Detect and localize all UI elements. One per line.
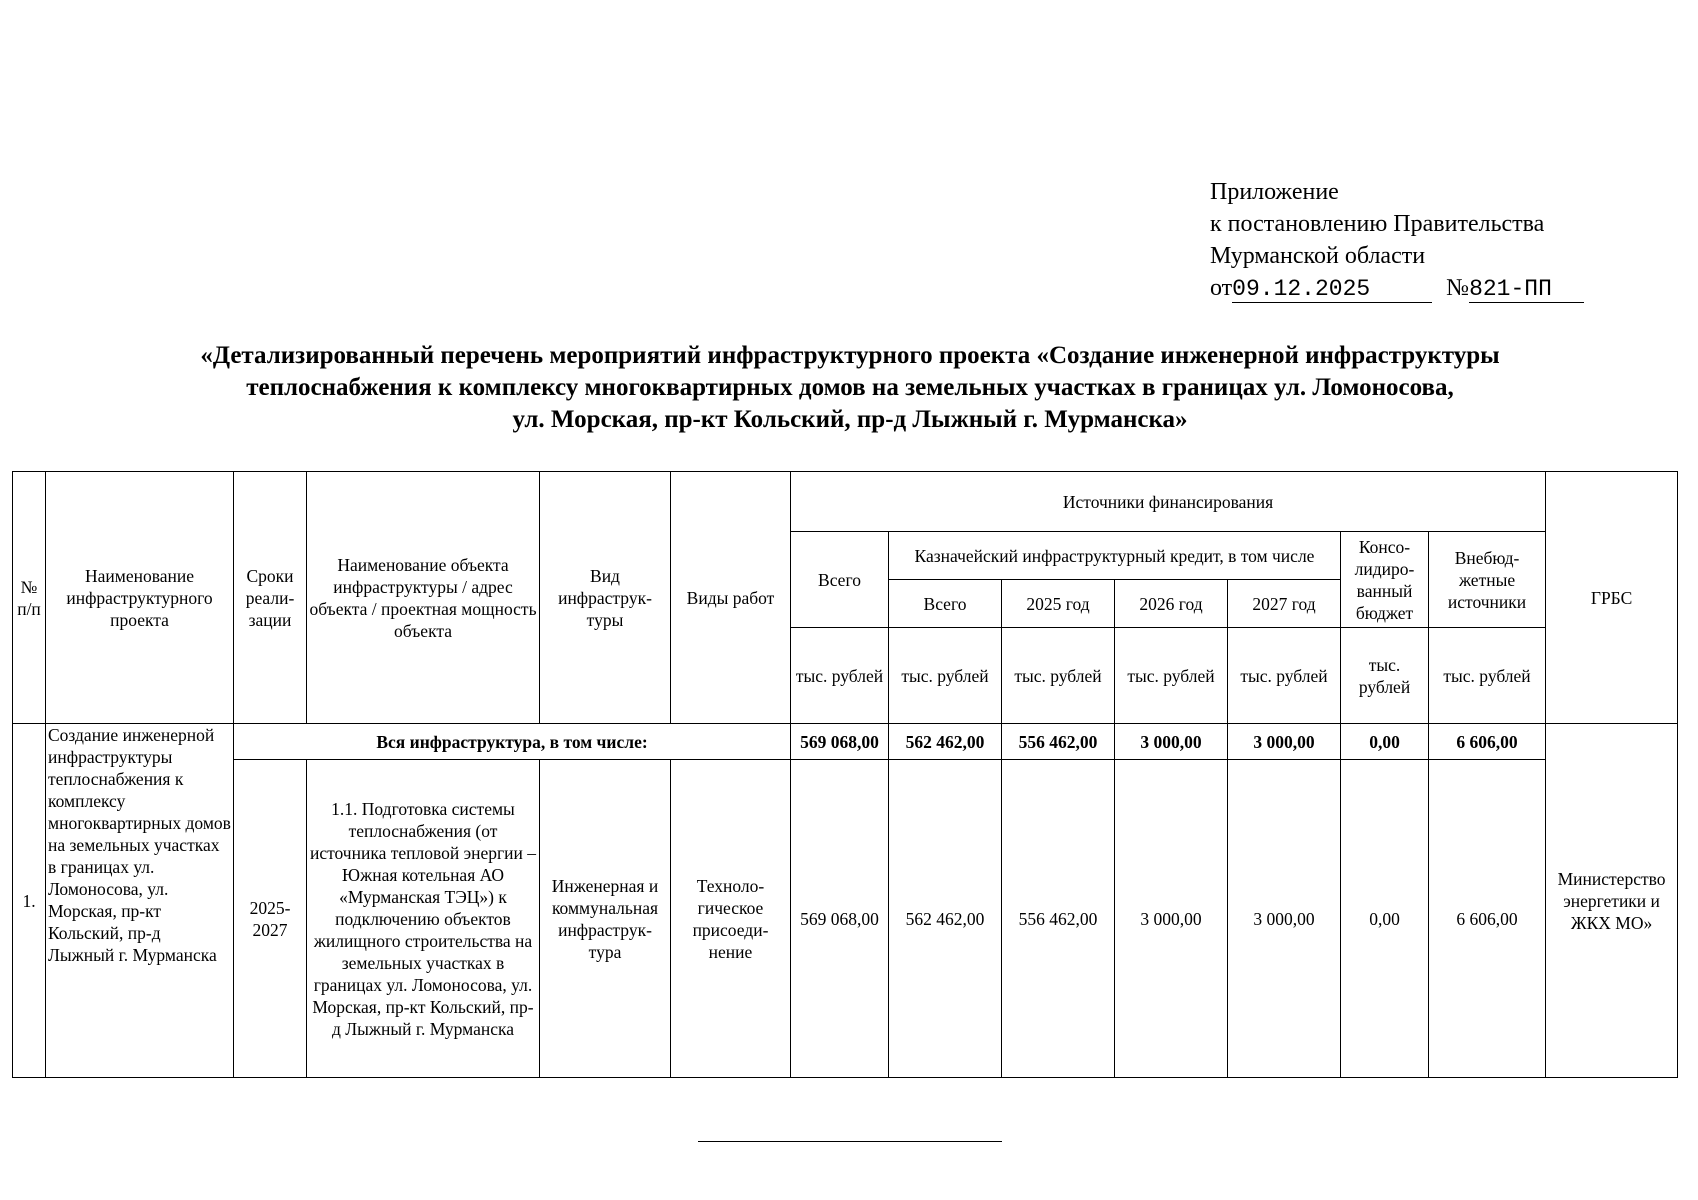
summary-total: 569 068,00 [791, 724, 889, 760]
row-total: 569 068,00 [791, 760, 889, 1078]
unit-treasury-total: тыс. рублей [889, 628, 1002, 724]
header-object-name: Наименование объекта инфраструктуры / адрес объекта / проектная мощность объекта [307, 472, 540, 724]
header-2027: 2027 год [1228, 580, 1341, 628]
row-terms: 2025-2027 [234, 760, 307, 1078]
row-2027: 3 000,00 [1228, 760, 1341, 1078]
resolution-date: 09.12.2025 [1232, 276, 1432, 303]
header-treasury-total: Всего [889, 580, 1002, 628]
object-row [13, 760, 1678, 1078]
header-terms: Сроки реали-зации [234, 472, 307, 724]
header-2026: 2026 год [1115, 580, 1228, 628]
header-total: Всего [791, 532, 889, 628]
unit-total: тыс. рублей [791, 628, 889, 724]
header-2025: 2025 год [1002, 580, 1115, 628]
date-prefix: от [1210, 275, 1233, 301]
document-title [60, 340, 1640, 436]
appendix-title: Приложение [1210, 179, 1339, 205]
header-treasury: Казначейский инфраструктурный кредит, в том числе [889, 532, 1341, 580]
number-prefix: № [1446, 275, 1470, 301]
title-line-3: ул. Морская, пр-кт Кольский, пр-д Лыжный г. Мурманска» [512, 406, 1188, 433]
header-project-name: Наименование инфраструктурного проекта [46, 472, 234, 724]
row-grbs: Министерство энергетики и ЖКХ МО» [1546, 724, 1678, 1078]
summary-2025: 556 462,00 [1002, 724, 1115, 760]
appendix-line-region: Мурманской области [1210, 243, 1426, 269]
row-extrabudget: 6 606,00 [1429, 760, 1546, 1078]
summary-2026: 3 000,00 [1115, 724, 1228, 760]
header-work-type: Виды работ [671, 472, 791, 724]
unit-2025: тыс. рублей [1002, 628, 1115, 724]
unit-consolidated: тыс. рублей [1341, 628, 1429, 724]
unit-2027: тыс. рублей [1228, 628, 1341, 724]
row-object-name: 1.1. Подготовка системы теплоснабжения (от источника тепловой энергии – Южная котельная АО «Мурманская ТЭЦ») к подключению объектов жилищного строительства на земельных участках в границах ул. Ломоносова, ул. Морская, пр-кт Кольский, пр-д Лыжный г. Мурманска [307, 760, 540, 1078]
row-infra-type: Инженерная и коммунальная инфраструк-тура [540, 760, 671, 1078]
header-row-1 [13, 472, 1678, 532]
projects-table [12, 471, 1678, 1078]
row-num: 1. [13, 724, 46, 1078]
summary-label: Вся инфраструктура, в том числе: [234, 724, 791, 760]
appendix-block [1210, 176, 1584, 304]
header-extrabudget: Внебюд-жетные источники [1429, 532, 1546, 628]
unit-2026: тыс. рублей [1115, 628, 1228, 724]
summary-2027: 3 000,00 [1228, 724, 1341, 760]
header-infra-type: Вид инфраструк-туры [540, 472, 671, 724]
header-consolidated: Консо-лидиро-ванный бюджет [1341, 532, 1429, 628]
summary-extrabudget: 6 606,00 [1429, 724, 1546, 760]
row-2026: 3 000,00 [1115, 760, 1228, 1078]
row-consolidated: 0,00 [1341, 760, 1429, 1078]
summary-consolidated: 0,00 [1341, 724, 1429, 760]
summary-row [13, 724, 1678, 760]
appendix-line-resolution: к постановлению Правительства [1210, 211, 1545, 237]
row-work-type: Техноло-гическое присоеди-нение [671, 760, 791, 1078]
row-2025: 556 462,00 [1002, 760, 1115, 1078]
row-treasury-total: 562 462,00 [889, 760, 1002, 1078]
title-line-1: «Детализированный перечень мероприятий инфраструктурного проекта «Создание инженерной инфраструктуры [200, 342, 1500, 369]
row-project-name: Создание инженерной инфраструктуры теплоснабжения к комплексу многоквартирных домов на земельных участках в границах ул. Ломоносова, ул. Морская, пр-кт Кольский, пр-д Лыжный г. Мурманска [46, 724, 234, 1078]
header-grbs: ГРБС [1546, 472, 1678, 724]
header-num: № п/п [13, 472, 46, 724]
closing-divider [698, 1141, 1002, 1142]
title-line-2: теплоснабжения к комплексу многоквартирных домов на земельных участках в границах ул. Ломоносова, [246, 374, 1454, 401]
appendix-date-row [1210, 272, 1584, 304]
summary-treasury-total: 562 462,00 [889, 724, 1002, 760]
resolution-number: 821-ПП [1469, 276, 1584, 303]
unit-extrabudget: тыс. рублей [1429, 628, 1546, 724]
header-sources: Источники финансирования [791, 472, 1546, 532]
